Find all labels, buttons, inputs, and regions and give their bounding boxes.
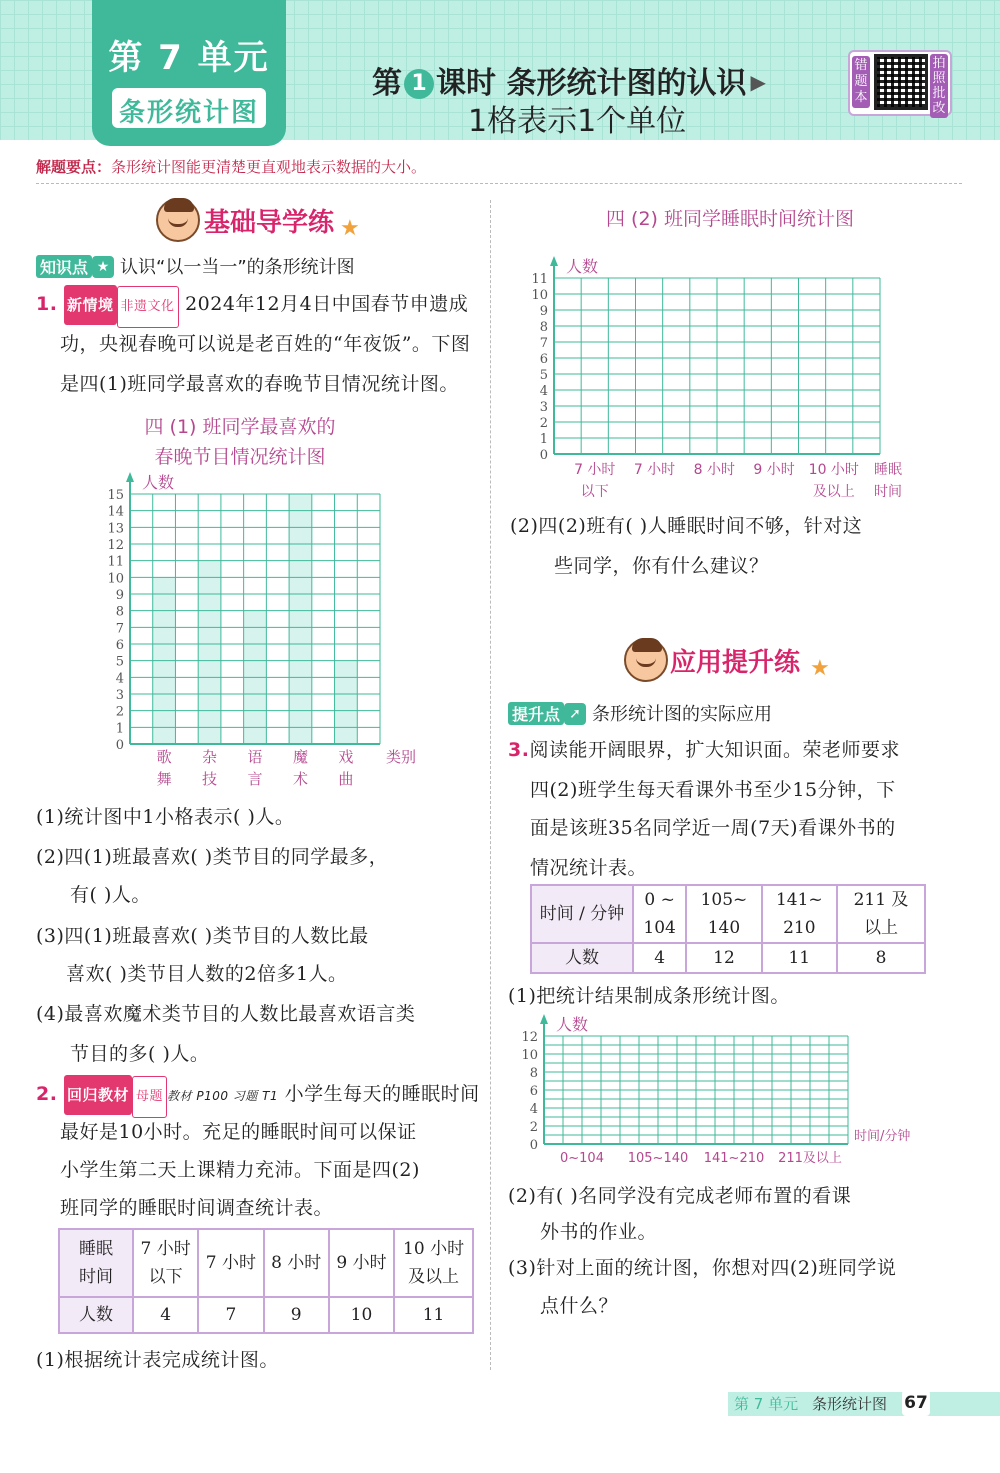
y-tick-9: 9 [115, 588, 124, 603]
y-tick-3: 3 [115, 688, 124, 703]
x-label-4-1: 曲 [338, 770, 354, 786]
q3-col-1b: 104 [643, 918, 676, 938]
q3-number: 3. [508, 739, 530, 761]
y-axis-arrow-icon [540, 1014, 548, 1024]
q1-sub-3: (3)四(1)班最喜欢( )类节目的人数比最 [36, 925, 369, 947]
q2-val-2: 7 [198, 1297, 263, 1333]
q2-val-5: 11 [394, 1297, 473, 1333]
x-label-3-0: 魔 [292, 748, 308, 766]
x-label-0-1: 以下 [580, 484, 609, 500]
y-tick-8: 8 [539, 320, 548, 335]
x-label-3-1: 术 [292, 770, 308, 786]
y-tick-14: 14 [107, 504, 124, 520]
q3-sub-3b: 点什么？ [540, 1295, 619, 1317]
student-avatar-icon-2 [624, 638, 668, 682]
q3-sub-2: (2)有( )名同学没有完成老师布置的看课 [508, 1185, 852, 1207]
q2-col-5 [394, 1229, 473, 1297]
q1-sub-3b: 喜欢( )类节目人数的2倍多1人。 [66, 963, 348, 985]
q1-line-3: 是四(1)班同学最喜欢的春晚节目情况统计图。 [60, 373, 459, 395]
q2-tag-mother: 母题 [132, 1076, 167, 1118]
q3-line-2: 四(2)班学生每天看课外书至少15分钟，下 [530, 779, 896, 801]
y-tick-2: 2 [529, 1120, 538, 1135]
upgrade-text: 条形统计图的实际应用 [592, 704, 773, 725]
q2-hd-2: 时间 [79, 1267, 113, 1287]
q2-line-3: 小学生第二天上课精力充沛。下面是四(2) [60, 1159, 420, 1181]
tips-bar [36, 156, 962, 184]
q3-val-3: 11 [762, 943, 837, 973]
footer-unit: 第 7 单元 [734, 1395, 799, 1413]
x-label-1-0: 杂 [202, 748, 218, 766]
section-title-basic: 基础导学练 [204, 208, 335, 238]
q3-sub-1: (1)把统计结果制成条形统计图。 [508, 985, 790, 1007]
y-tick-1: 1 [115, 721, 124, 737]
y-tick-8: 8 [115, 604, 124, 620]
q2-number: 2. [36, 1083, 58, 1105]
knowledge-text: 认识“以一当一”的条形统计图 [120, 257, 355, 278]
q3-table-header-label: 时间 / 分钟 [531, 885, 633, 943]
chart1-title-line1: 四 (1) 班同学最喜欢的 [144, 416, 336, 438]
q3-row-label: 人数 [531, 943, 633, 973]
q2-col-5a: 10 小时 [403, 1239, 465, 1259]
play-arrow-icon: ▶ [750, 70, 766, 94]
x-label-1-0: 7 小时 [633, 462, 676, 478]
knowledge-tag: 知识点 [36, 255, 92, 278]
y-tick-3: 3 [539, 400, 548, 415]
q2-sub-2: (2)四(2)班有( )人睡眠时间不够，针对这 [510, 515, 863, 537]
y-tick-7: 7 [539, 336, 548, 351]
q2-hd-1: 睡眠 [79, 1239, 113, 1259]
q1-line-1 [36, 284, 468, 328]
q1-sub-1: (1)统计图中1小格表示( )人。 [36, 806, 295, 828]
upgrade-tag: 提升点 [508, 702, 564, 725]
x-label-3-0: 9 小时 [753, 462, 795, 478]
y-axis-label: 人数 [566, 257, 599, 276]
q3-col-2a: 105~ [700, 890, 748, 910]
x-label-1-1: 技 [202, 770, 218, 786]
star-badge-icon: ★ [92, 256, 114, 278]
q1-sub-2b: 有( )人。 [70, 884, 151, 906]
y-tick-0: 0 [529, 1138, 538, 1153]
q3-reading-table [530, 884, 926, 974]
y-tick-11: 11 [531, 272, 548, 287]
qr-code-icon[interactable] [874, 54, 928, 110]
x-axis-label-0: 类别 [386, 748, 417, 766]
column-divider [490, 200, 491, 1370]
q3-col-2b: 140 [707, 918, 741, 938]
y-tick-12: 12 [107, 538, 124, 553]
y-tick-12: 12 [521, 1030, 538, 1045]
page-number: 67 [902, 1390, 930, 1416]
q1-sub-4: (4)最喜欢魔术类节目的人数比最喜欢语言类 [36, 1003, 416, 1025]
y-tick-15: 15 [107, 488, 124, 503]
q3-col-3b: 210 [783, 918, 816, 938]
q2-tag-textbook: 回归教材 [64, 1075, 132, 1115]
q3-col-1a: 0 ~ [644, 890, 675, 910]
q3-line-1 [508, 730, 900, 770]
q3-line-3: 面是该班35名同学近一周(7天)看课外书的 [530, 817, 896, 839]
y-tick-6: 6 [529, 1084, 538, 1099]
x-axis-label-1: 时间 [874, 484, 902, 500]
x-axis-label-0: 时间/分钟 [854, 1129, 911, 1144]
q2-table-header-label [59, 1229, 133, 1297]
chart2-sleep-time [520, 230, 920, 510]
upgrade-point [508, 700, 772, 726]
x-label-1-0: 105~140 [627, 1151, 689, 1166]
q2-col-1a: 7 小时 [140, 1239, 191, 1259]
y-tick-5: 5 [115, 654, 124, 670]
y-tick-13: 13 [107, 521, 124, 537]
lesson-subtitle: 1格表示1个单位 [468, 104, 687, 139]
y-tick-1: 1 [539, 432, 548, 447]
q2-line-4: 班同学的睡眠时间调查统计表。 [60, 1197, 334, 1219]
tips-text: 条形统计图能更清楚更直观地表示数据的大小。 [111, 158, 427, 176]
y-axis-label: 人数 [142, 473, 175, 492]
arrow-badge-icon: ➚ [564, 703, 586, 725]
q1-tag-culture: 非遗文化 [117, 286, 179, 328]
q3-col-2 [686, 885, 761, 943]
q2-sleep-table [58, 1228, 474, 1334]
qr-right-label: 拍照批改 [930, 54, 948, 118]
q3-col-4b: 以上 [863, 918, 898, 938]
knowledge-point [36, 253, 355, 279]
y-tick-6: 6 [539, 352, 548, 367]
q3-line-4: 情况统计表。 [530, 857, 648, 879]
student-avatar-icon [156, 198, 200, 242]
y-tick-2: 2 [539, 416, 548, 431]
y-tick-8: 8 [529, 1066, 538, 1081]
q3-col-4a: 211 及 [853, 890, 909, 910]
x-label-2-0: 141~210 [703, 1151, 765, 1166]
q2-col-2: 7 小时 [198, 1229, 263, 1297]
q2-line-2: 最好是10小时。充足的睡眠时间可以保证 [60, 1121, 417, 1143]
chart1-title-line2: 春晚节目情况统计图 [154, 446, 326, 468]
q2-val-3: 9 [264, 1297, 329, 1333]
y-tick-0: 0 [539, 448, 548, 463]
y-tick-6: 6 [115, 638, 124, 653]
q2-text-1: 小学生每天的睡眠时间 [284, 1083, 480, 1105]
x-label-0-0: 7 小时 [574, 462, 616, 478]
q1-text-1: 2024年12月4日中国春节申遗成 [185, 293, 469, 315]
x-label-2-1: 言 [247, 770, 263, 786]
q2-col-5b: 及以上 [408, 1267, 460, 1287]
chart1-sprouting-programs [100, 466, 430, 786]
y-axis-label: 人数 [556, 1015, 589, 1034]
star-icon-2: ★ [810, 656, 830, 681]
bar-杂技 [198, 561, 221, 744]
unit-title: 第 7 单元 [108, 38, 270, 78]
y-tick-4: 4 [115, 671, 124, 687]
x-label-4-0: 戏 [338, 748, 354, 766]
chart2-title: 四 (2) 班同学睡眠时间统计图 [606, 208, 854, 230]
q2-col-3: 8 小时 [264, 1229, 329, 1297]
x-label-2-0: 语 [247, 748, 263, 766]
chart3-reading-time [510, 1010, 940, 1170]
q2-col-1b: 以下 [148, 1267, 183, 1287]
q2-val-1: 4 [133, 1297, 198, 1333]
x-label-3-0: 211及以上 [778, 1151, 842, 1166]
x-label-0-1: 舞 [156, 770, 172, 786]
q3-val-4: 8 [837, 943, 925, 973]
y-tick-2: 2 [115, 704, 124, 720]
q1-sub-4b: 节目的多( )人。 [70, 1043, 210, 1065]
y-tick-4: 4 [529, 1102, 538, 1117]
q3-val-2: 12 [686, 943, 761, 973]
y-tick-0: 0 [115, 738, 124, 753]
section-title-apply: 应用提升练 [670, 648, 801, 678]
star-icon: ★ [340, 216, 360, 241]
q3-col-1 [633, 885, 686, 943]
q3-sub-2b: 外书的作业。 [540, 1221, 658, 1243]
lesson-prefix: 第 [372, 66, 402, 101]
q2-col-4: 9 小时 [329, 1229, 394, 1297]
x-label-4-0: 10 小时 [808, 462, 859, 478]
q3-col-3a: 141~ [775, 890, 823, 910]
x-label-2-0: 8 小时 [693, 462, 735, 478]
q2-sub-2b: 些同学，你有什么建议？ [554, 555, 769, 577]
y-axis-arrow-icon [550, 256, 558, 266]
bar-魔术 [289, 494, 312, 744]
y-tick-11: 11 [107, 554, 124, 570]
x-axis-label-0: 睡眠 [874, 462, 902, 478]
q1-sub-2: (2)四(1)班最喜欢( )类节目的同学最多， [36, 846, 389, 868]
q2-col-1 [133, 1229, 198, 1297]
y-tick-10: 10 [531, 288, 548, 303]
q2-tag-ref: 教材 P100 习题 T1 [167, 1089, 279, 1103]
x-label-4-1: 及以上 [812, 484, 855, 500]
y-tick-10: 10 [107, 571, 124, 587]
lesson-suffix: 课时 条形统计图的认识 [436, 66, 747, 101]
y-tick-9: 9 [539, 304, 548, 319]
y-tick-4: 4 [539, 384, 548, 399]
qr-left-label: 错题本 [852, 56, 870, 108]
q3-sub-3: (3)针对上面的统计图，你想对四(2)班同学说 [508, 1257, 897, 1279]
q3-val-1: 4 [633, 943, 686, 973]
x-label-0-0: 0~104 [560, 1151, 604, 1166]
q2-val-4: 10 [329, 1297, 394, 1333]
tips-label: 解题要点： [36, 158, 112, 176]
q3-text-1: 阅读能开阔眼界，扩大知识面。荣老师要求 [529, 739, 900, 761]
lesson-number: 1 [404, 69, 434, 99]
x-label-0-0: 歌 [156, 748, 172, 766]
q1-tag-new: 新情境 [64, 285, 117, 325]
y-axis-arrow-icon [126, 472, 134, 482]
q1-line-2: 功，央视春晚可以说是老百姓的“年夜饭”。下图 [60, 333, 471, 355]
y-tick-10: 10 [521, 1048, 538, 1063]
footer-title: 条形统计图 [812, 1395, 888, 1413]
q3-col-4 [837, 885, 925, 943]
q1-number: 1. [36, 293, 58, 315]
y-tick-7: 7 [115, 621, 124, 637]
unit-subtitle: 条形统计图 [118, 98, 259, 128]
q2-sub-1: (1)根据统计表完成统计图。 [36, 1349, 279, 1371]
y-tick-5: 5 [539, 368, 548, 383]
bar-戏曲 [335, 661, 358, 744]
q3-col-3 [762, 885, 837, 943]
q2-row-label: 人数 [59, 1297, 133, 1333]
